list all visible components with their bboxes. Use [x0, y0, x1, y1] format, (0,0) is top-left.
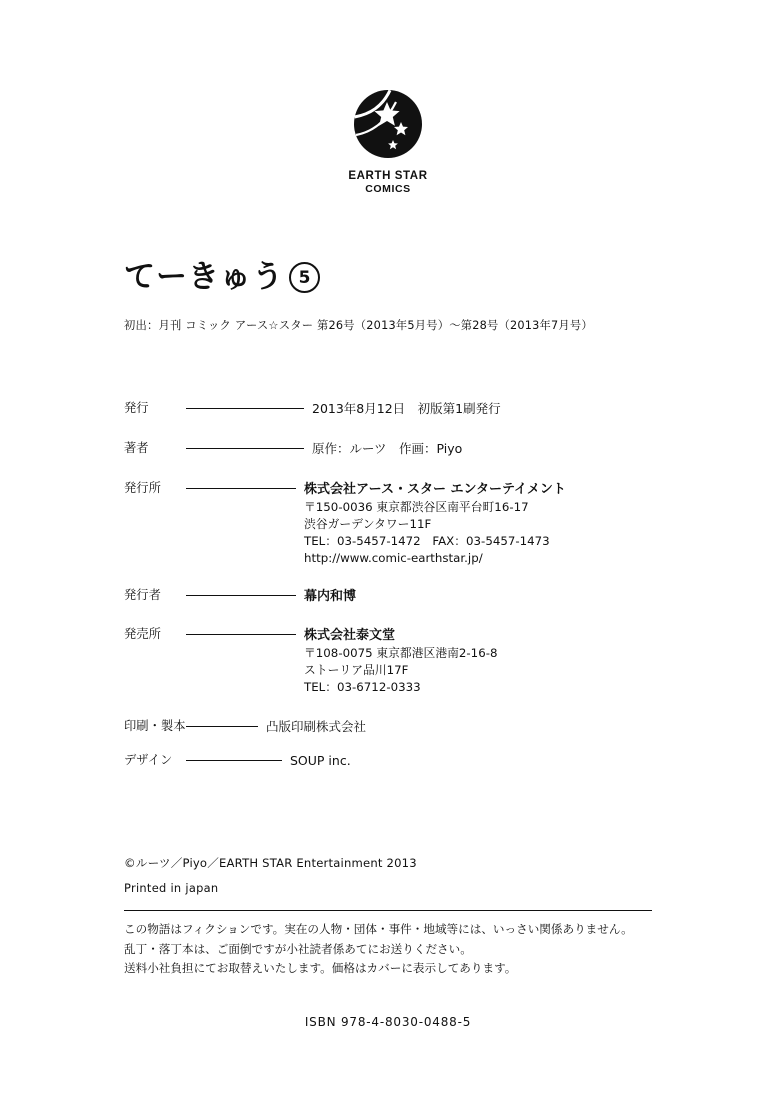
- table-row: [124, 480, 654, 567]
- colophon-value: [312, 400, 501, 418]
- colophon-sub-line: 〒150-0036 東京都渋谷区南平台町16-17: [304, 500, 529, 514]
- disclaimer-line: 送料小社負担にてお取替えいたします。価格はカバーに表示してあります。: [124, 961, 517, 975]
- table-row: [124, 752, 654, 770]
- leader-rule: [186, 480, 296, 496]
- book-title: てーきゅう: [124, 259, 284, 295]
- publisher-website-url[interactable]: http://www.comic-earthstar.jp/: [304, 551, 483, 565]
- table-row: [124, 400, 654, 418]
- book-title-row: [124, 259, 320, 295]
- publisher-name-line1: EARTH STAR: [348, 170, 428, 182]
- leader-rule: [186, 752, 282, 768]
- colophon-sub-line: 渋谷ガーデンタワー11F: [304, 517, 432, 531]
- colophon-value: [304, 480, 566, 567]
- table-row: [124, 440, 654, 458]
- colophon-value-main: 幕内和博: [304, 589, 357, 604]
- printed-in-line: Printed in japan: [124, 881, 219, 895]
- colophon-sub-line: TEL：03-5457-1472 FAX：03-5457-1473: [304, 534, 550, 548]
- leader-rule: [186, 440, 304, 456]
- colophon-label: デザイン: [124, 753, 173, 767]
- publisher-logo: [0, 88, 776, 197]
- colophon-label: 発行: [124, 401, 149, 415]
- colophon-value: [290, 752, 351, 770]
- colophon-label: 印刷・製本: [124, 719, 186, 733]
- colophon-value: [266, 718, 366, 736]
- colophon-sub-line: ストーリア品川17F: [304, 663, 409, 677]
- colophon-label: 発行者: [124, 588, 161, 602]
- colophon-label: 発売所: [124, 627, 161, 641]
- leader-rule: [186, 587, 296, 603]
- colophon-sub-line: 〒108-0075 東京都港区港南2-16-8: [304, 646, 498, 660]
- colophon-value-main: 凸版印刷株式会社: [266, 719, 367, 734]
- colophon-value: [312, 440, 462, 458]
- disclaimer-line: この物語はフィクションです。実在の人物・団体・事件・地域等には、いっさい関係ありません。: [124, 922, 633, 936]
- colophon-table: [124, 400, 654, 784]
- colophon-value-main: 2013年8月12日 初版第1刷発行: [312, 401, 501, 416]
- footer-divider: [124, 910, 652, 911]
- table-row: [124, 626, 654, 696]
- isbn-number: ISBN 978-4-8030-0488-5: [304, 1015, 472, 1029]
- disclaimer-line: 乱丁・落丁本は、ご面倒ですが小社読者係あてにお送りください。: [124, 941, 472, 956]
- earth-star-globe-icon: [352, 88, 424, 160]
- leader-rule: [186, 718, 258, 734]
- leader-rule: [186, 400, 304, 416]
- disclaimer-block: [124, 920, 664, 979]
- colophon-value: [304, 587, 356, 606]
- colophon-label: 発行所: [124, 481, 161, 495]
- colophon-value-main: SOUP inc.: [290, 753, 351, 768]
- table-row: [124, 587, 654, 606]
- colophon-value: [304, 626, 497, 696]
- copyright-line: ©ルーツ／Piyo／EARTH STAR Entertainment 2013: [124, 856, 417, 870]
- table-row: [124, 718, 654, 736]
- leader-rule: [186, 626, 296, 642]
- volume-number-badge: 5: [289, 262, 320, 293]
- colophon-value-main: 原作：ルーツ 作画：Piyo: [312, 441, 463, 456]
- publisher-name-line2: COMICS: [365, 183, 411, 196]
- colophon-label: 著者: [124, 441, 149, 455]
- publisher-logo-text: [348, 169, 427, 197]
- serialization-note: 初出：月刊 コミック アース☆スター 第26号（2013年5月号）〜第28号（2013年7月号）: [124, 319, 593, 332]
- colophon-sub-line: TEL：03-6712-0333: [304, 680, 421, 694]
- colophon-value-main: 株式会社泰文堂: [304, 628, 396, 643]
- colophon-value-main: 株式会社アース・スター エンターテイメント: [304, 482, 566, 497]
